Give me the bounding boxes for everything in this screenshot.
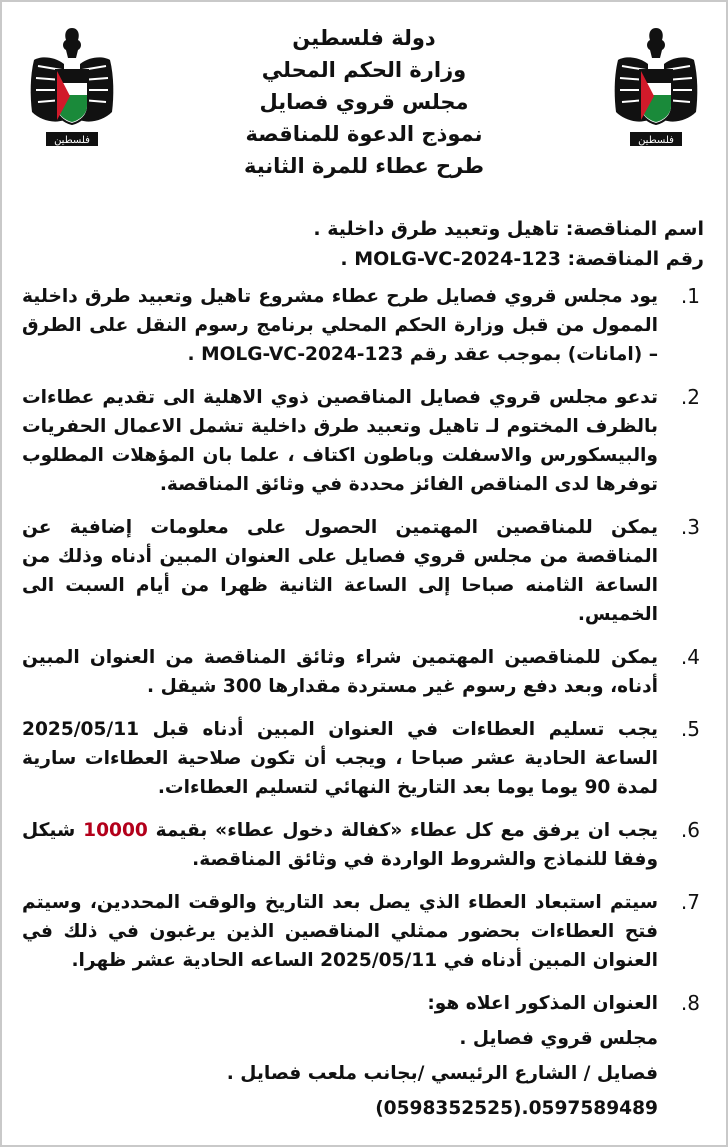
clause-item [22, 383, 704, 499]
clause-item [22, 715, 704, 802]
clause-number: 7. [680, 890, 700, 914]
document-header [152, 22, 576, 182]
address-phones: (0598352525).0597589489 [375, 1098, 658, 1119]
tender-name-value: تاهيل وتعبيد طرق داخلية . [313, 218, 560, 240]
clause-item [22, 513, 704, 629]
clause-item [22, 816, 704, 874]
clause-number: 8. [680, 991, 700, 1015]
tender-clauses [22, 282, 704, 1137]
address-council: مجلس قروي فصايل . [459, 1028, 658, 1049]
tender-number-row [24, 244, 704, 274]
address-street: فصايل / الشارع الرئيسي /بجانب ملعب فصايل . [226, 1063, 658, 1084]
clause-text: تدعو مجلس قروي فصايل المناقصين ذوي الاهلية الى تقديم عطاءات بالظرف المختوم لـ تاهيل وتعبيد طرق داخلية تشمل الاعمال الحفريات والبيسكورس والاسفلت وباطون اكتاف ، علما بان المؤهلات المطلوب توفرها لدى المناقص الفائز محددة في وثائق المناقصة. [22, 387, 658, 495]
header-form-title: نموذج الدعوة للمناقصة [245, 122, 483, 146]
tender-number-value: MOLG-VC-2024-123 [354, 248, 561, 270]
clause-text-after: شيكل وفقا للنماذج والشروط الواردة في وثائق المناقصة. [22, 820, 658, 870]
emblem-caption: فلسطين [638, 135, 674, 146]
clause-number: 2. [680, 385, 700, 409]
header-council: مجلس قروي فصايل [259, 90, 469, 114]
tender-meta [24, 214, 704, 274]
eagle-icon [26, 20, 118, 160]
clause-text-before: يجب ان يرفق مع كل عطاء «كفالة دخول عطاء» بقيمة [155, 820, 658, 841]
guarantee-amount: 10000 [83, 820, 148, 841]
clause-text: يجب تسليم العطاءات في العنوان المبين أدناه قبل 2025/05/11 الساعة الحادية عشر صباحا ، ويجب أن تكون صلاحية العطاءات سارية لمدة 90 يوما يوما بعد التاريخ النهائي لتسليم العطاءات. [22, 719, 658, 798]
address-block [22, 1024, 658, 1123]
address-label: العنوان المذكور اعلاه هو: [427, 993, 658, 1014]
clause-number: 1. [680, 284, 700, 308]
clause-text: يمكن للمناقصين المهتمين شراء وثائق المناقصة من العنوان المبين أدناه، وبعد دفع رسوم غير مستردة مقدارها 300 شيقل . [22, 647, 658, 697]
header-state: دولة فلسطين [292, 26, 436, 50]
clause-text: يمكن للمناقصين المهتمين الحصول على معلومات إضافية عن المناقصة من مجلس قروي فصايل على العنوان المبين أدناه وذلك من الساعة الثامنه صباحا إلى الساعة الثانية ظهرا من أيام السبت الى الخميس. [22, 517, 658, 625]
clause-text: يود مجلس قروي فصايل طرح عطاء مشروع تاهيل وتعبيد طرق داخلية الممول من قبل وزارة الحكم المحلي برنامج رسوم النقل على الطرق – (امانات) بموجب عقد رقم MOLG-VC-2024-123 . [22, 286, 658, 365]
tender-number-label: رقم المناقصة: [567, 248, 704, 270]
header-ministry: وزارة الحكم المحلي [261, 58, 467, 82]
clause-item [22, 888, 704, 975]
clause-number: 4. [680, 645, 700, 669]
tender-name-label: اسم المناقصة: [565, 218, 704, 240]
clause-number: 6. [680, 818, 700, 842]
clause-item [22, 282, 704, 369]
clause-number: 3. [680, 515, 700, 539]
eagle-icon [610, 20, 702, 160]
clause-item [22, 643, 704, 701]
emblem-caption: فلسطين [54, 135, 90, 146]
palestine-eagle-emblem-left [26, 20, 118, 160]
header-subtitle: طرح عطاء للمرة الثانية [243, 154, 485, 178]
clause-text: سيتم استبعاد العطاء الذي يصل بعد التاريخ والوقت المحددين، وسيتم فتح العطاءات بحضور ممثلي المناقصين الذين يرغبون في ذلك في العنوان المبين أدناه في 2025/05/11 الساعه الحادية عشر ظهرا. [22, 892, 658, 971]
tender-number-suffix: . [340, 248, 348, 270]
clause-item [22, 989, 704, 1123]
tender-name-row [24, 214, 704, 244]
clause-number: 5. [680, 717, 700, 741]
palestine-eagle-emblem-right [610, 20, 702, 160]
